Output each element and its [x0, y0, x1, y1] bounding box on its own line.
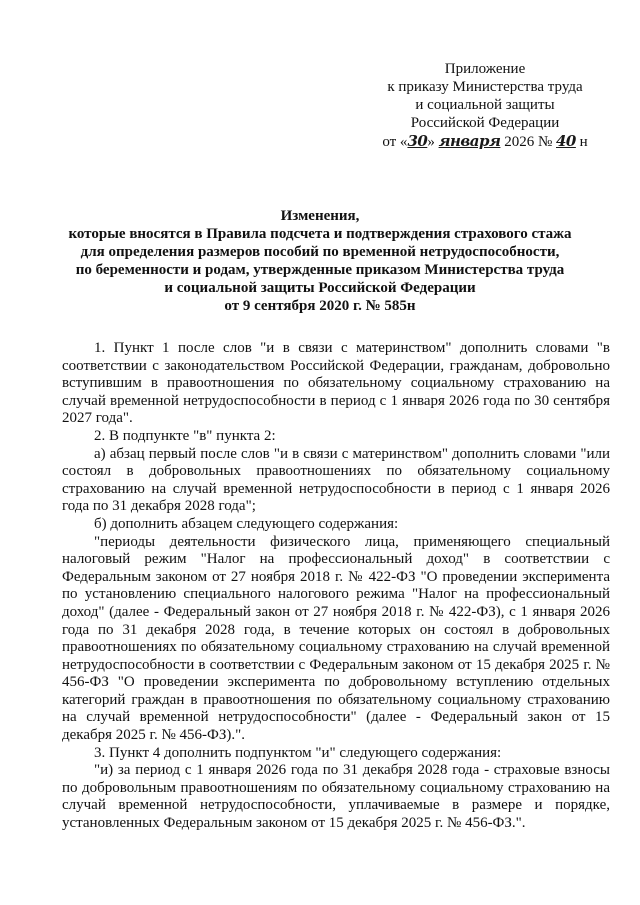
appendix-header — [360, 60, 610, 151]
appendix-order-line: к приказу Министерства труда — [387, 79, 583, 95]
title-line-2: которые вносятся в Правила подсчета и подтверждения страхового стажа — [68, 226, 572, 242]
appendix-date-line — [360, 132, 610, 151]
paragraph-2b-quote: "периоды деятельности физического лица, применяющего специальный налоговый режим "Налог на профессиональный доход" в соответствии с Федеральным законом от 27 ноября 2018 г. № 422-ФЗ "О проведении эксперимента по установлению специального налогового режима "Налог на профессиональный доход" (далее - Федеральный закон от 27 ноября 2018 г. № 422-ФЗ), с 1 января 2026 года по 31 декабря 2028 года, в течение которых он состоял в добровольных правоотношениях по обязательному социальному страхованию на случай временной нетрудоспособности в соответствии с Федеральным законом от 15 декабря 2025 г. № 456-ФЗ "О проведении эксперимента по добровольному вступлению отдельных категорий граждан в правоотношения по обязательному социальному страхованию на случай временной нетрудоспособности" (далее - Федеральный закон от 15 декабря 2025 г. № 456-ФЗ).". — [62, 533, 610, 744]
appendix-country-line: Российской Федерации — [410, 115, 560, 131]
date-prefix: от « — [382, 134, 408, 150]
appendix-ministry-line: и социальной защиты — [415, 97, 555, 113]
appendix-title: Приложение — [444, 61, 526, 77]
paragraph-1: 1. Пункт 1 после слов "и в связи с материнством" дополнить словами "в соответствии с законодательством Российской Федерации, гражданам, добровольно вступившим в правоотношения по обязательному социальному страхованию на случай временной нетрудоспособности в период с 1 января 2026 года по 30 сентября 2027 года". — [62, 340, 610, 427]
title-line-3: для определения размеров пособий по временной нетрудоспособности, — [80, 244, 560, 260]
paragraph-3-quote: "и) за период с 1 января 2026 года по 31 декабря 2028 года - страховые взносы по добровольным правоотношениям по обязательному социальному страхованию на случай временной нетрудоспособности, уплачиваемые в размере и порядке, установленных Федеральным законом от 15 декабря 2025 г. № 456-ФЗ.". — [62, 762, 610, 832]
paragraph-2: 2. В подпункте "в" пункта 2: — [94, 427, 276, 444]
title-line-1: Изменения, — [280, 208, 360, 224]
date-mid: » — [427, 134, 439, 150]
handwritten-month: января — [438, 132, 501, 150]
title-line-5: и социальной защиты Российской Федерации — [164, 280, 476, 296]
date-suffix: н — [575, 134, 588, 150]
paragraph-3: 3. Пункт 4 дополнить подпунктом "и" следующего содержания: — [94, 744, 502, 761]
document-title — [55, 207, 585, 315]
date-year: 2026 № — [500, 134, 556, 150]
handwritten-day: 30 — [407, 132, 428, 150]
paragraph-2a: а) абзац первый после слов "и в связи с материнством" дополнить словами "или состоял в добровольных правоотношениях по обязательному социальному страхованию на случай временной нетрудоспособности в период с 1 января 2026 года по 31 декабря 2028 года"; — [62, 445, 610, 515]
document-body — [62, 340, 610, 833]
handwritten-number: 40 — [556, 132, 576, 150]
title-line-6: от 9 сентября 2020 г. № 585н — [224, 298, 416, 314]
paragraph-2b: б) дополнить абзацем следующего содержания: — [94, 515, 399, 532]
title-line-4: по беременности и родам, утвержденные приказом Министерства труда — [75, 262, 565, 278]
